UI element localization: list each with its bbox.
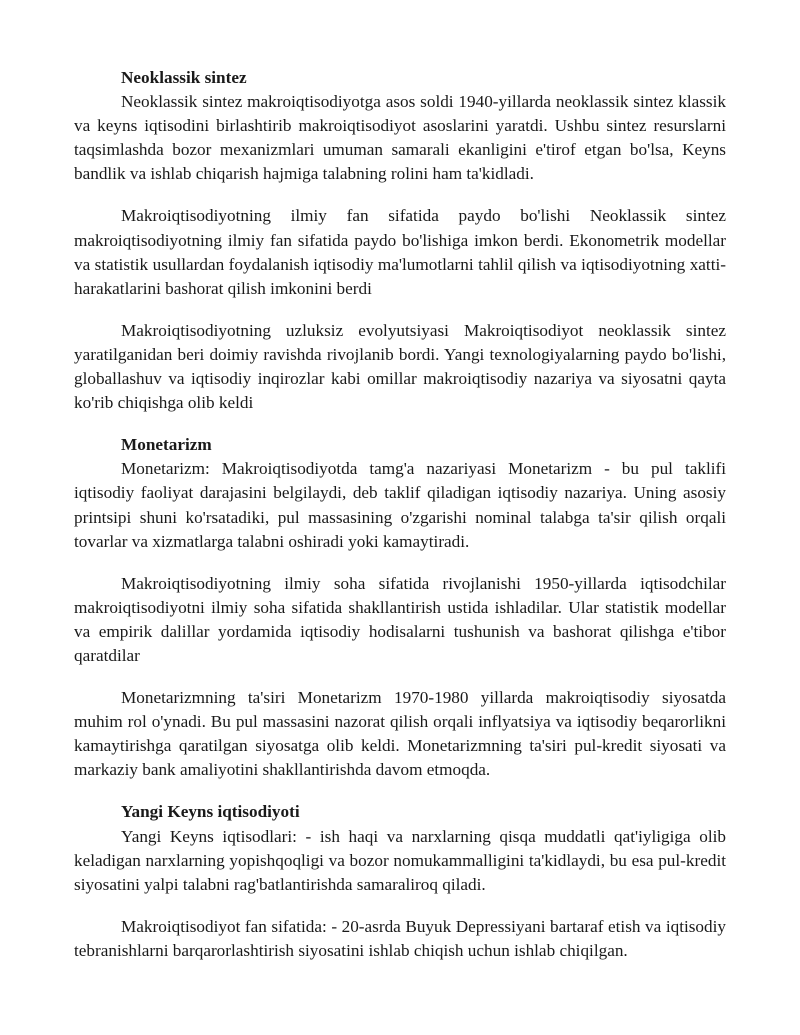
section-heading: Yangi Keyns iqtisodiyoti <box>121 802 300 822</box>
paragraph: Monetarizmning ta'siri Monetarizm 1970-1980 yillarda makroiqtisodiy siyosatda muhim rol o'ynadi. Bu pul massasini nazorat qilish orqali inflyatsiya va iqtisodiy beqarorlikni kamaytirishga qaratilgan siyosatga olib keldi. Monetarizmning ta'siri pul-kredit siyosati va markaziy bank amaliyotini shakllantirishda davom etmoqda. <box>74 688 726 780</box>
paragraph: Makroiqtisodiyotning ilmiy fan sifatida paydo bo'lishi Neoklassik sintez makroiqtisodiyotning ilmiy fan sifatida paydo bo'lishiga imkon berdi. Ekonometrik modellar va statistik usullardan foydalanish iqtisodiy ma'lumotlarni tahlil qilish va iqtisodiyotning xatti-harakatlarini bashorat qilish imkonini berdi <box>74 206 726 298</box>
paragraph: Monetarizm: Makroiqtisodiyotda tamg'a nazariyasi Monetarizm - bu pul taklifi iqtisodiy faoliyat darajasini belgilaydi, deb taklif qiladigan iqtisodiy nazariya. Uning asosiy printsipi shuni ko'rsatadiki, pul massasining o'zgarishi nominal talabga ta'sir qilish orqali tovarlar va xizmatlarga talabni oshiradi yoki kamaytiradi. <box>74 459 726 551</box>
paragraph: Neoklassik sintez makroiqtisodiyotga asos soldi 1940-yillarda neoklassik sintez klassik va keyns iqtisodini birlashtirib makroiqtisodiyot asoslarini yaratdi. Ushbu sintez resurslarni taqsimlashda bozor mexanizmlari umuman samarali ekanligini e'tirof etgan bo'lsa, Keyns bandlik va ishlab chiqarish hajmiga talabning rolini ham ta'kidladi. <box>74 92 726 184</box>
section-monetarizm <box>74 433 726 782</box>
section-heading: Neoklassik sintez <box>121 68 247 87</box>
paragraph: Makroiqtisodiyotning uzluksiz evolyutsiyasi Makroiqtisodiyot neoklassik sintez yaratilganidan beri doimiy ravishda rivojlanib bordi. Yangi texnologiyalarning paydo bo'lishi, globallashuv va iqtisodiy inqirozlar kabi omillar makroiqtisodiy nazariya va siyosatni qayta ko'rib chiqishga olib keldi <box>74 320 726 413</box>
section-neoklassik-sintez <box>74 66 726 415</box>
section-yangi-keyns <box>74 800 726 963</box>
section-heading: Monetarizm <box>121 435 212 455</box>
paragraph: Makroiqtisodiyot fan sifatida: - 20-asrda Buyuk Depressiyani bartaraf etish va iqtisodiy tebranishlarni barqarorlashtirish siyosatini ishlab chiqish uchun ishlab chiqilgan. <box>74 916 726 960</box>
paragraph: Makroiqtisodiyotning ilmiy soha sifatida rivojlanishi 1950-yillarda iqtisodchilar makroiqtisodiyotni ilmiy soha sifatida shakllantirish ustida ishladilar. Ular statistik modellar va empirik dalillar yordamida iqtisodiy hodisalarni tushunish va bashorat qilishga e'tibor qaratdilar <box>74 573 726 665</box>
paragraph: Yangi Keyns iqtisodlari: - ish haqi va narxlarning qisqa muddatli qat'iyligiga olib keladigan narxlarning yopishqoqligi va bozor nomukammalligini ta'kidlaydi, bu esa pul-kredit siyosatini yalpi talabni rag'batlantirishda samaraliroq qiladi. <box>74 826 726 894</box>
